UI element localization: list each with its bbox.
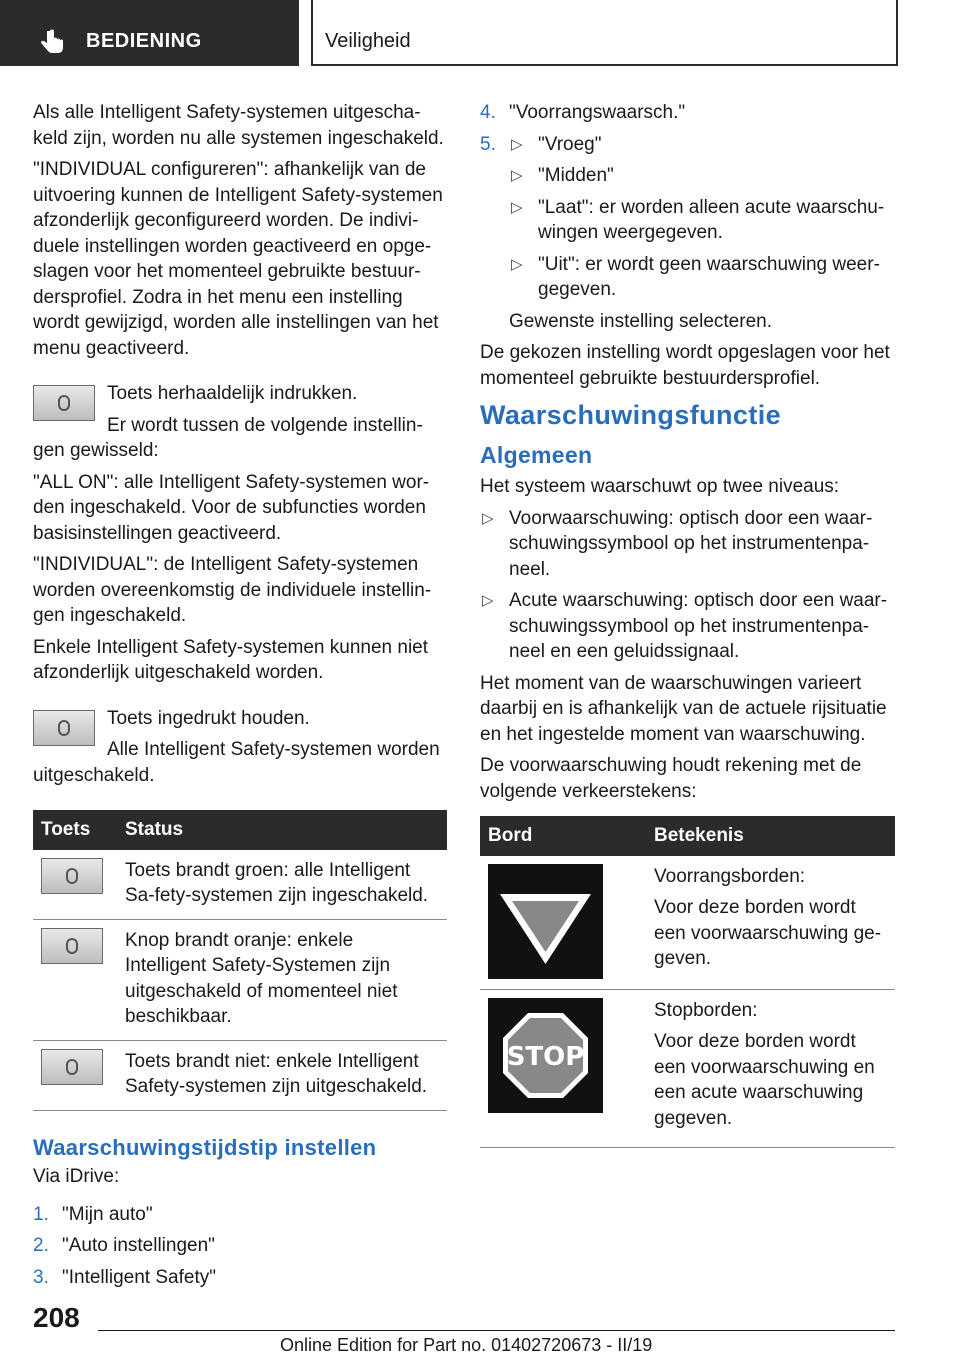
paragraph: Gewenste instelling selecteren. (509, 310, 772, 332)
bullet-list (480, 506, 895, 665)
table-header: Status (117, 810, 447, 850)
list-item: 1. "Mijn auto" (33, 1203, 153, 1225)
table-row (33, 919, 447, 1040)
instruction-with-icon (33, 381, 447, 464)
paragraph: De voorwaarschuwing houdt rekening met de volgende verkeerstekens: (480, 755, 862, 802)
yield-sign-icon (488, 864, 603, 979)
paragraph: Via iDrive: (33, 1166, 120, 1187)
sign-title: Voorrangsborden: (654, 865, 806, 887)
safety-button-icon (41, 928, 103, 964)
sign-title: Stopborden: (654, 999, 758, 1021)
chapter-title: Veiligheid (325, 30, 411, 52)
paragraph: Enkele Intelligent Safety-systemen kunnen niet afzonderlijk uitgeschakeld worden. (33, 636, 429, 683)
signs-table (480, 816, 895, 1148)
list-item: ▷ "Midden" (511, 165, 614, 186)
status-table (33, 810, 447, 1111)
paragraph: "INDIVIDUAL configureren": afhankelijk van de uitvoering kunnen de Intelligent Safety-systemen afzonderlijk geconfigureerd worden. De indivi-duele instellingen worden geactiveerd en opge-slagen voor het momenteel gebruikte bestuur-dersprofiel. Zodra in het menu een instelling wordt gewijzigd, worden alle instellingen van het menu geactiveerd. (33, 159, 443, 359)
instruction-text: Toets herhaaldelijk indrukken. (107, 383, 358, 404)
list-item: 4. "Voorrangswaarsch." (480, 102, 686, 123)
paragraph: Als alle Intelligent Safety-systemen uitgescha-keld zijn, worden nu alle systemen ingeschakeld. (33, 102, 444, 149)
steps-list (33, 1202, 447, 1291)
paragraph: Het systeem waarschuwt op twee niveaus: (480, 476, 840, 497)
table-header: Toets (33, 810, 117, 850)
table-row (480, 856, 895, 990)
safety-button-icon (41, 858, 103, 894)
list-item: ▷ Voorwaarschuwing: optisch door een waar-schuwingssymbool op het instrumentenpa-neel. (482, 507, 873, 580)
instruction-text: Toets ingedrukt houden. (107, 707, 310, 729)
steps-list (480, 100, 895, 157)
list-item: 2. "Auto instellingen" (33, 1235, 215, 1256)
table-header: Bord (480, 816, 646, 856)
instruction-text: Alle Intelligent Safety-systemen worden uitgeschakeld. (33, 739, 440, 786)
table-cell: Toets brandt niet: enkele Intelligent Safety-systemen zijn uitgeschakeld. (117, 1040, 447, 1110)
table-cell: Knop brandt oranje: enkele Intelligent Safety-Systemen zijn uitgeschakeld of momenteel niet beschikbaar. (117, 919, 447, 1040)
instruction-text: Er wordt tussen de volgende instellin-gen gewisseld: (33, 414, 423, 461)
subsection-heading: Algemeen (480, 441, 593, 468)
paragraph: De gekozen instelling wordt opgeslagen voor het momenteel gebruikte bestuurdersprofiel. (480, 342, 890, 389)
list-item: ▷ "Uit": er wordt geen waarschuwing weer-gegeven. (511, 253, 880, 300)
page-number: 208 (33, 1302, 80, 1333)
safety-button-icon (41, 1049, 103, 1085)
section-heading: Waarschuwingstijdstip instellen (33, 1134, 377, 1160)
sign-description: Voor deze borden wordt een voorwaarschuwing en een acute waarschuwing gegeven. (654, 1031, 875, 1129)
table-row (33, 850, 447, 920)
edition-text: Online Edition for Part no. 01402720673 - II/19 (280, 1335, 653, 1355)
list-item: 3. "Intelligent Safety" (33, 1266, 216, 1288)
section-heading: Waarschuwingsfunctie (480, 400, 782, 430)
list-item: 5. ▷ "Vroeg" (480, 133, 602, 155)
paragraph: Het moment van de waarschuwingen varieert daarbij en is afhankelijk van de actuele rijsituatie en het ingestelde moment van waarschuwing. (480, 672, 887, 745)
instruction-with-icon (33, 706, 447, 789)
right-column (480, 100, 895, 1148)
table-row (480, 989, 895, 1148)
safety-button-icon (33, 710, 95, 746)
sign-description: Voor deze borden wordt een voorwaarschuwing ge-geven. (654, 897, 882, 969)
footer-divider (98, 1330, 895, 1331)
safety-button-icon (33, 385, 95, 421)
hand-pointer-icon (38, 28, 66, 56)
option-list (480, 163, 895, 303)
stop-sign-text: STOP (506, 1041, 585, 1072)
paragraph: "INDIVIDUAL": de Intelligent Safety-systemen worden overeenkomstig de individuele instellin-gen ingeschakeld. (33, 554, 432, 626)
section-label: BEDIENING (86, 30, 202, 52)
table-row (33, 1040, 447, 1110)
paragraph: "ALL ON": alle Intelligent Safety-systemen wor-den ingeschakeld. Voor de subfuncties worden basisinstellingen geactiveerd. (33, 471, 430, 544)
table-cell: Toets brandt groen: alle Intelligent Sa-fety-systemen zijn ingeschakeld. (117, 850, 447, 920)
stop-sign-icon (488, 998, 603, 1113)
list-item: ▷ "Laat": er worden alleen acute waarschu-wingen weergegeven. (511, 196, 885, 243)
table-header: Betekenis (646, 816, 895, 856)
list-item: ▷ Acute waarschuwing: optisch door een waar-schuwingssymbool op het instrumentenpa-neel en een geluidssignaal. (482, 590, 888, 662)
left-column (33, 100, 447, 1296)
